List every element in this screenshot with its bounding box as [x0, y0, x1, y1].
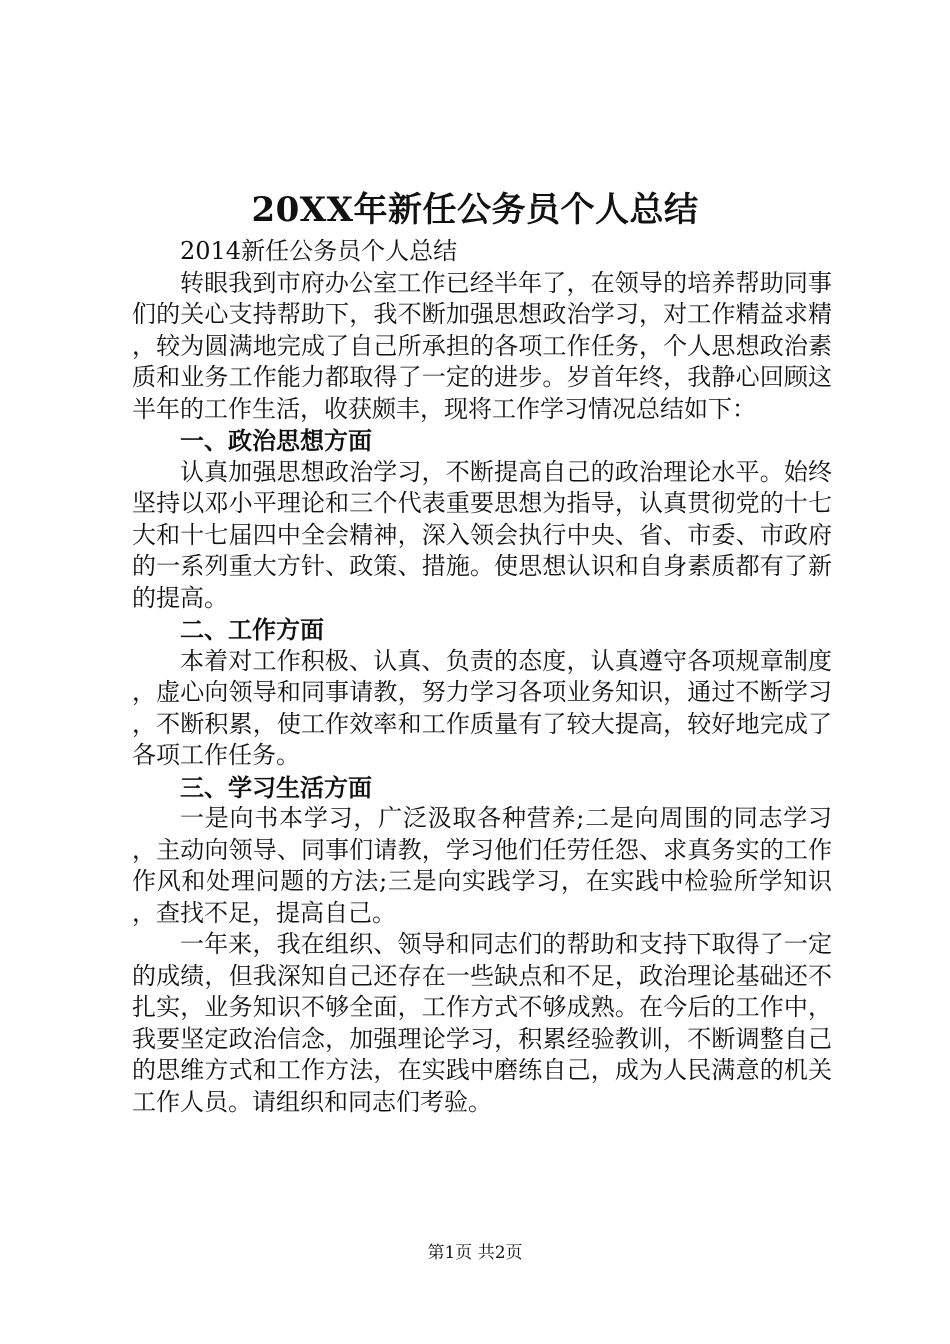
section-body-work: 本着对工作积极、认真、负责的态度，认真遵守各项规章制度，虚心向领导和同事请教，努力学习各项业务知识，通过不断学习，不断积累，使工作效率和工作质量有了较大提高，较好地完成了各项工作任务。 — [132, 646, 832, 769]
section-body-politics: 认真加强思想政治学习，不断提高自己的政治理论水平。始终坚持以邓小平理论和三个代表重要思想为指导，认真贯彻党的十七大和十七届四中全会精神，深入领会执行中央、省、市委、市政府的一系列重大方针、政策、措施。使思想认识和自身素质都有了新的提高。 — [132, 457, 832, 612]
section-heading-study-life: 三、学习生活方面 — [180, 772, 372, 802]
section-heading-work: 二、工作方面 — [180, 615, 324, 644]
intro-paragraph: 转眼我到市府办公室工作已经半年了，在领导的培养帮助同事们的关心支持帮助下，我不断加强思想政治学习，对工作精益求精，较为圆满地完成了自己所承担的各项工作任务，个人思想政治素质和业务工作能力都取得了一定的进步。岁首年终，我静心回顾这半年的工作生活，收获颇丰，现将工作学习情况总结如下： — [132, 268, 832, 423]
conclusion-paragraph: 一年来，我在组织、领导和同志们的帮助和支持下取得了一定的成绩，但我深知自己还存在一些缺点和不足，政治理论基础还不扎实，业务知识不够全面，工作方式不够成熟。在今后的工作中，我要坚定政治信念，加强理论学习，积累经验教训，不断调整自己的思维方式和工作方法，在实践中磨练自己，成为人民满意的机关工作人员。请组织和同志们考验。 — [132, 930, 832, 1116]
document-body — [132, 236, 832, 1118]
section-heading-politics: 一、政治思想方面 — [180, 426, 372, 455]
document-subtitle: 2014新任公务员个人总结 — [180, 237, 458, 265]
page-number-footer: 第1页 共2页 — [427, 1243, 523, 1263]
section-body-study-life: 一是向书本学习，广泛汲取各种营养;二是向周围的同志学习，主动向领导、同事们请教，学习他们任劳任怨、求真务实的工作作风和处理问题的方法;三是向实践学习，在实践中检验所学知识，查找不足，提高自己。 — [132, 804, 832, 927]
document-title: 20XX年新任公务员个人总结 — [251, 190, 699, 230]
